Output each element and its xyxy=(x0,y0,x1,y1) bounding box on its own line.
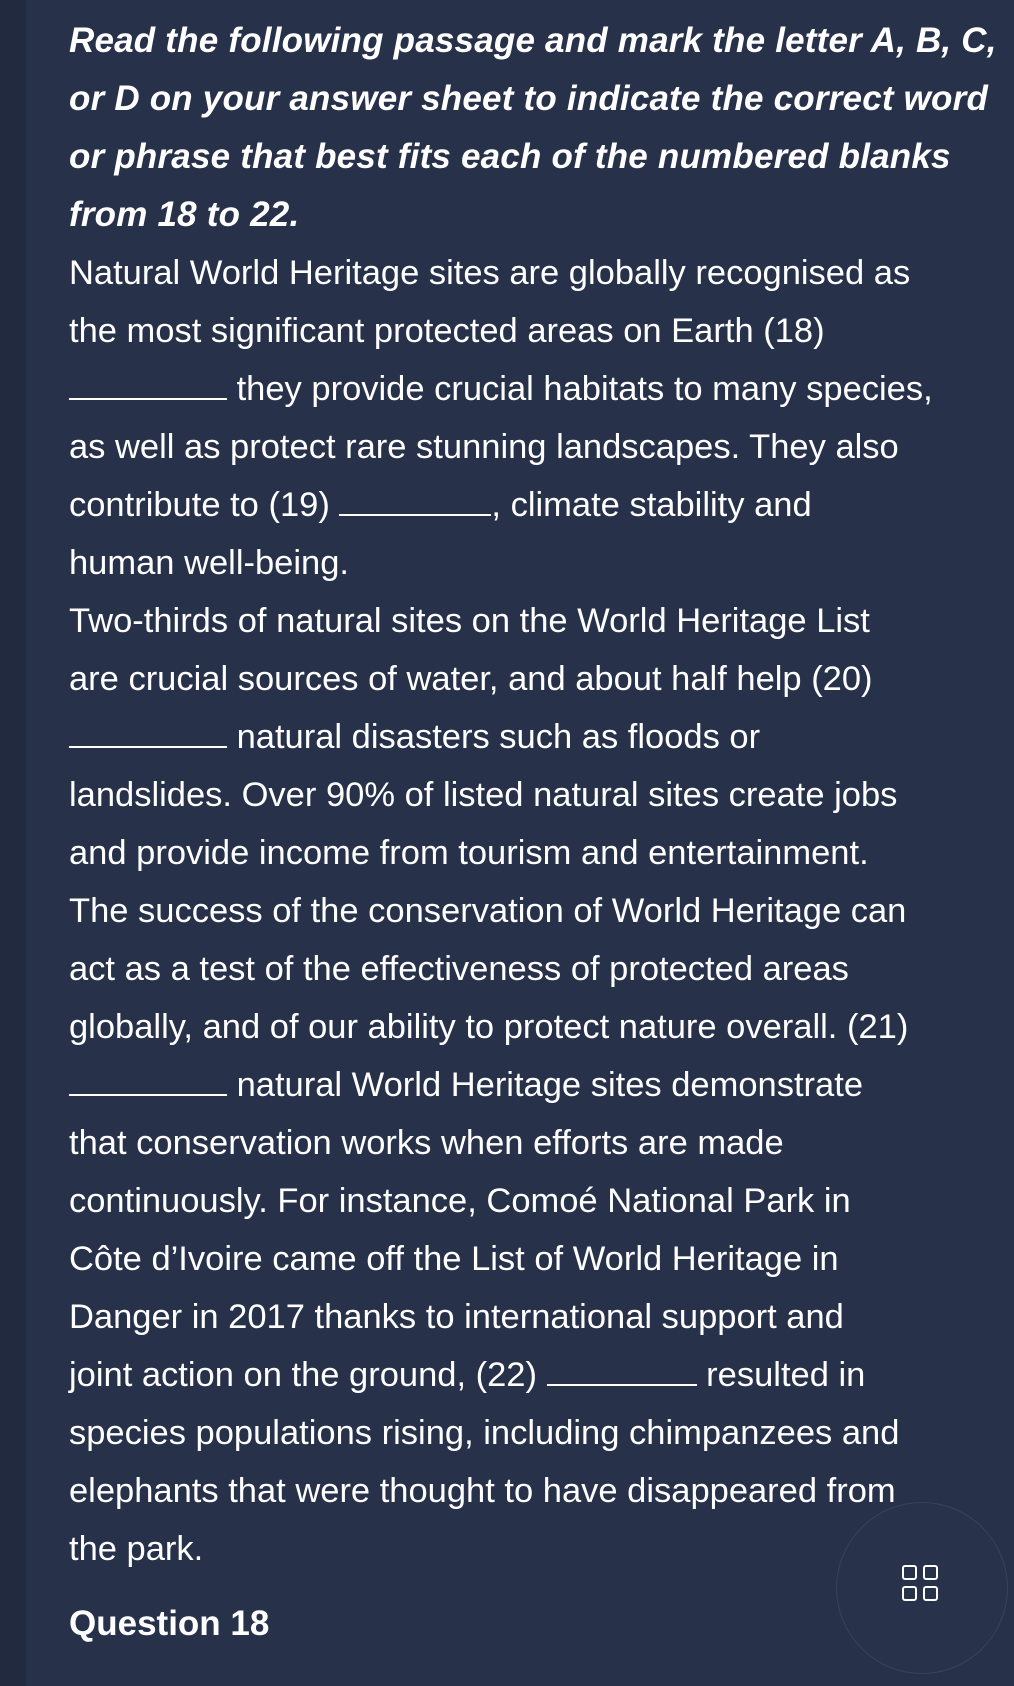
passage-line: Natural World Heritage sites are globally recognised as xyxy=(69,254,911,292)
passage-line xyxy=(69,708,1014,766)
passage-line: are crucial sources of water, and about half help (20) xyxy=(69,660,873,698)
instructions-line: Read the following passage and mark the letter A, B, C, xyxy=(69,21,997,60)
question-grid-button[interactable] xyxy=(836,1502,1008,1674)
blank-21 xyxy=(69,1064,227,1096)
blank-20 xyxy=(69,716,227,748)
left-stripe xyxy=(0,0,26,1686)
passage-line xyxy=(69,360,1014,418)
passage-line: continuously. For instance, Comoé National Park in xyxy=(69,1182,851,1220)
passage-text-span: resulted in xyxy=(706,1356,866,1394)
passage-line: that conservation works when efforts are made xyxy=(69,1124,784,1162)
passage-line: human well-being. xyxy=(69,544,349,582)
passage-text-span: , climate stability and xyxy=(491,486,812,524)
reading-passage xyxy=(69,12,1014,1578)
passage-line: Côte d’Ivoire came off the List of World Heritage in xyxy=(69,1240,839,1278)
blank-19 xyxy=(339,484,491,516)
passage-line: and provide income from tourism and entertainment. xyxy=(69,834,869,872)
passage-line xyxy=(69,1346,1014,1404)
instructions-line: from 18 to 22. xyxy=(69,195,300,234)
instructions-line: or phrase that best fits each of the numbered blanks xyxy=(69,137,951,176)
passage-text-span: natural World Heritage sites demonstrate xyxy=(236,1066,864,1104)
passage-text-span: contribute to (19) xyxy=(69,486,330,524)
passage-line: Two-thirds of natural sites on the World Heritage List xyxy=(69,602,870,640)
passage-line xyxy=(69,1056,1014,1114)
passage-line: the park. xyxy=(69,1530,204,1568)
passage-line: as well as protect rare stunning landscapes. They also xyxy=(69,428,899,466)
instructions-line: or D on your answer sheet to indicate the correct word xyxy=(69,79,989,118)
passage-line: elephants that were thought to have disappeared from xyxy=(69,1472,896,1510)
passage-text-span: they provide crucial habitats to many species, xyxy=(236,370,933,408)
passage-line: Danger in 2017 thanks to international support and xyxy=(69,1298,844,1336)
passage-line: landslides. Over 90% of listed natural sites create jobs xyxy=(69,776,898,814)
passage-text-span: joint action on the ground, (22) xyxy=(69,1356,537,1394)
passage-line: the most significant protected areas on Earth (18) xyxy=(69,312,825,350)
passage-line: globally, and of our ability to protect nature overall. (21) xyxy=(69,1008,909,1046)
instructions xyxy=(69,12,1014,244)
passage-line: act as a test of the effectiveness of protected areas xyxy=(69,950,849,988)
passage-text-span: natural disasters such as floods or xyxy=(236,718,761,756)
blank-22 xyxy=(547,1354,697,1386)
blank-18 xyxy=(69,368,227,400)
passage-line: The success of the conservation of World Heritage can xyxy=(69,892,907,930)
passage-line xyxy=(69,476,1014,534)
passage-line: species populations rising, including chimpanzees and xyxy=(69,1414,900,1452)
question-title: Question 18 xyxy=(69,1604,270,1643)
passage-text xyxy=(69,244,1014,1578)
